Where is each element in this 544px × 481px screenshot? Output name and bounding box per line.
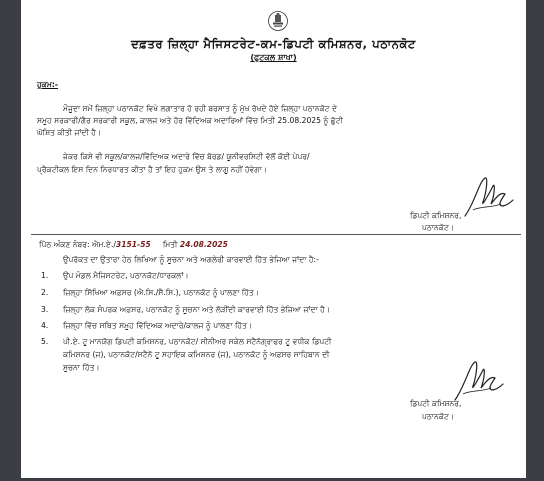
list-item-number: 4. bbox=[41, 321, 49, 330]
office-title: ਦਫ਼ਤਰ ਜ਼ਿਲ੍ਹਾ ਮੈਜਿਸਟਰੇਟ-ਕਮ-ਡਿਪਟੀ ਕਮਿਸ਼ਨਰ, ਪਠਾਨਕੋਟ bbox=[131, 37, 416, 51]
signatory-place: ਪਠਾਨਕੋਟ। bbox=[422, 223, 454, 232]
order-paragraph-2-line-1: ਜੇਕਰ ਕਿਸੇ ਵੀ ਸਕੂਲ/ਕਾਲਜ/ਵਿੱਦਿਅਕ ਅਦਾਰੇ ਵਿੱਚ ਬੋਰਡ/ ਯੂਨੀਵਰਸਿਟੀ ਵੱਲੋਂ ਕੋਈ ਪੇਪਰ/ bbox=[63, 152, 310, 161]
list-item: ਜ਼ਿਲ੍ਹਾ ਲੋਕ ਸੰਪਰਕ ਅਫ਼ਸਰ, ਪਠਾਨਕੋਟ ਨੂੰ ਸੂਚਨਾ ਅਤੇ ਲੋੜੀਂਦੀ ਕਾਰਵਾਈ ਹਿੱਤ ਭੇਜਿਆ ਜਾਂਦਾ ਹੈ। bbox=[63, 305, 330, 314]
document-page bbox=[21, 0, 526, 478]
order-paragraph-2-line-2: ਪ੍ਰੈਕਟੀਕਲ ਇਸ ਦਿਨ ਨਿਰਧਾਰਤ ਕੀਤਾ ਹੈ ਤਾਂ ਇਹ ਹੁਕਮ ਉਸ ਤੇ ਲਾਗੂ ਨਹੀਂ ਹੋਵੇਗਾ। bbox=[37, 165, 267, 174]
endorsement-line bbox=[39, 240, 228, 250]
endorsement-prefix: ਪਿੱਠ ਅੰਕਣ ਨੰਬਰ: ਐਮ.ਏ./ bbox=[39, 240, 116, 249]
endorsement-date-label: ਮਿਤੀ bbox=[162, 240, 178, 249]
list-item-number: 1. bbox=[41, 271, 49, 280]
list-item-continuation: ਕਮਿਸ਼ਨਰ (ਜ), ਪਠਾਨਕੋਟ/ਸਟੈਨੋ ਟੂ ਸਹਾਇਕ ਕਮਿਸ਼ਨਰ (ਜ), ਪਠਾਨਕੋਟ ਨੂੰ ਅਫ਼ਸਰ ਸਾਹਿਬਾਨ ਦੀ bbox=[63, 350, 330, 359]
order-paragraph-1-line-2: ਸਮੂਹ ਸਰਕਾਰੀ/ਗੈਰ ਸਰਕਾਰੀ ਸਕੂਲ, ਕਾਲਜ ਅਤੇ ਹੋਰ ਵਿੱਦਿਅਕ ਅਦਾਰਿਆਂ ਵਿੱਚ ਮਿਤੀ 25.08.2025 ਨੂੰ ਛੁੱਟੀ bbox=[37, 116, 343, 125]
endorsement-signatory-place: ਪਠਾਨਕੋਟ। bbox=[422, 412, 454, 421]
list-item: ਜ਼ਿਲ੍ਹਾ ਸਿੱਖਿਆ ਅਫ਼ਸਰ (ਐ.ਸਿ./ਸੈ.ਸਿ.), ਪਠਾਨਕੋਟ ਨੂੰ ਪਾਲਣਾ ਹਿੱਤ। bbox=[63, 288, 259, 297]
order-paragraph-1-line-3: ਘੋਸ਼ਿਤ ਕੀਤੀ ਜਾਂਦੀ ਹੈ। bbox=[37, 128, 102, 137]
endorsement-intro: ਉਪਰੋਕਤ ਦਾ ਉਤਾਰਾ ਹੇਠ ਲਿਖਿਆ ਨੂੰ ਸੂਚਨਾ ਅਤੇ ਅਗਲੇਰੀ ਕਾਰਵਾਈ ਹਿੱਤ ਭੇਜਿਆ ਜਾਂਦਾ ਹੈ:- bbox=[63, 255, 319, 264]
endorsement-number: 3151-55 bbox=[115, 240, 151, 249]
endorsement-date: 24.08.2025 bbox=[179, 240, 228, 249]
handwritten-signature-icon bbox=[461, 172, 517, 222]
viewer-right-margin bbox=[526, 0, 544, 481]
list-item-continuation: ਸੂਚਨਾ ਹਿੱਤ। bbox=[63, 363, 100, 372]
viewer-left-margin bbox=[0, 0, 21, 481]
order-heading: ਹੁਕਮ:- bbox=[37, 80, 59, 89]
endorsement-signatory-designation: ਡਿਪਟੀ ਕਮਿਸ਼ਨਰ, bbox=[410, 399, 462, 408]
signatory-designation: ਡਿਪਟੀ ਕਮਿਸ਼ਨਰ, bbox=[410, 211, 462, 220]
state-emblem-icon bbox=[267, 10, 289, 32]
list-item-number: 5. bbox=[41, 337, 49, 346]
branch-subtitle: (ਫੁਟਕਲ ਸ਼ਾਖਾ) bbox=[250, 53, 297, 62]
order-paragraph-1-line-1: ਮੌਜੂਦਾ ਸਮੇਂ ਜ਼ਿਲ੍ਹਾ ਪਠਾਨਕੋਟ ਵਿਖੇ ਲਗਾਤਾਰ ਹੋ ਰਹੀ ਬਰਸਾਤ ਨੂੰ ਮੁੱਖ ਰੱਖਦੇ ਹੋਏ ਜ਼ਿਲ੍ਹਾ ਪਠਾਨਕੋਟ ਦੇ bbox=[63, 104, 338, 113]
section-divider bbox=[31, 234, 521, 235]
list-item-number: 2. bbox=[41, 288, 49, 297]
list-item-number: 3. bbox=[41, 305, 49, 314]
list-item: ਜ਼ਿਲ੍ਹਾ ਵਿੱਚ ਸਥਿਤ ਸਮੂਹ ਵਿੱਦਿਅਕ ਅਦਾਰੇ/ਕਾਲਜ ਨੂੰ ਪਾਲਣਾ ਹਿੱਤ। bbox=[63, 321, 253, 330]
list-item: ਉਪ ਮੰਡਲ ਮੈਜਿਸਟਰੇਟ, ਪਠਾਨਕੋਟ/ਧਾਰਕਲਾਂ। bbox=[63, 271, 189, 280]
list-item: ਪੀ.ਏ. ਟੂ ਮਾਨਯੋਗ ਡਿਪਟੀ ਕਮਿਸ਼ਨਰ, ਪਠਾਨਕੋਟ/ ਸੀਨੀਅਰ ਸਕੇਲ ਸਟੈਨੋਗ੍ਰਾਫਰ ਟੂ ਵਧੀਕ ਡਿਪਟੀ bbox=[63, 337, 332, 346]
